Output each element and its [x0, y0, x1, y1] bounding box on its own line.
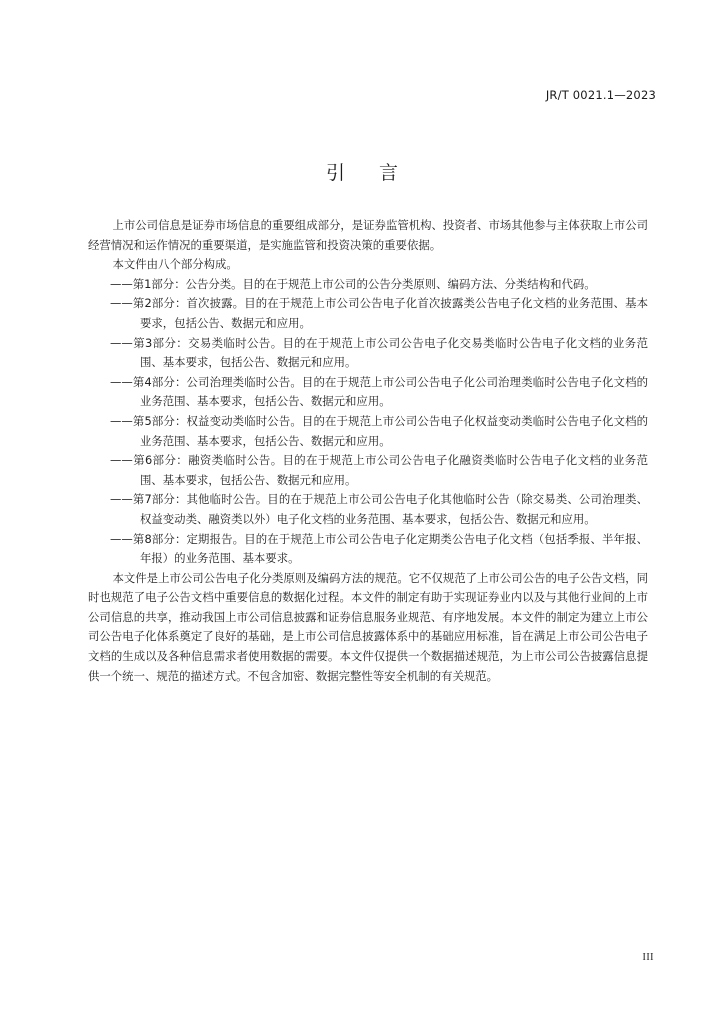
- parts-intro: 本文件由八个部分构成。: [112, 257, 238, 272]
- document-code: JR/T 0021.1—2023: [545, 88, 656, 102]
- page-number: III: [642, 952, 654, 963]
- document-body: [88, 216, 648, 686]
- part-item: ——第3部分：交易类临时公告。目的在于规范上市公司公告电子化交易类临时公告电子化文档的业务范围、基本要求，包括公告、数据元和应用。: [110, 335, 648, 370]
- part-item: ——第5部分：权益变动类临时公告。目的在于规范上市公司公告电子化权益变动类临时公告电子化文档的业务范围、基本要求，包括公告、数据元和应用。: [110, 413, 648, 448]
- part-item: ——第2部分：首次披露。目的在于规范上市公司公告电子化首次披露类公告电子化文档的业务范围、基本要求，包括公告、数据元和应用。: [110, 296, 648, 330]
- part-item: ——第1部分：公告分类。目的在于规范上市公司的公告分类原则、编码方法、分类结构和代码。: [110, 276, 596, 291]
- part-item: ——第4部分：公司治理类临时公告。目的在于规范上市公司公告电子化公司治理类临时公告电子化文档的业务范围、基本要求，包括公告、数据元和应用。: [110, 374, 648, 409]
- part-item: ——第8部分：定期报告。目的在于规范上市公司公告电子化定期类公告电子化文档（包括季报、半年报、年报）的业务范围、基本要求。: [110, 531, 648, 566]
- closing-paragraph: 本文件是上市公司公告电子化分类原则及编码方法的规范。它不仅规范了上市公司公告的电子公告文档，同时也规范了电子公告文档中重要信息的数据化过程。本文件的制定有助于实现证券业内以及与其他行业间的上市公司信息的共享，推动我国上市公司信息披露和证券信息服务业规范、有序地发展。本文件的制定为建立上市公司公告电子化体系奠定了良好的基础，是上市公司信息披露体系中的基础应用标准，旨在满足上市公司公告电子文档的生成以及各种信息需求者使用数据的需要。本文件仅提供一个数据描述规范，为上市公司公告披露信息提供一个统一、规范的描述方式。不包含加密、数据完整性等安全机制的有关规范。: [88, 570, 648, 683]
- parts-list: [88, 275, 648, 569]
- part-item: ——第7部分：其他临时公告。目的在于规范上市公司公告电子化其他临时公告（除交易类、公司治理类、权益变动类、融资类以外）电子化文档的业务范围、基本要求，包括公告、数据元和应用。: [110, 492, 648, 526]
- part-item: ——第6部分：融资类临时公告。目的在于规范上市公司公告电子化融资类临时公告电子化文档的业务范围、基本要求，包括公告、数据元和应用。: [110, 453, 648, 487]
- intro-paragraph: 上市公司信息是证券市场信息的重要组成部分，是证券监管机构、投资者、市场其他参与主体获取上市公司经营情况和运作情况的重要渠道，是实施监管和投资决策的重要依据。: [88, 218, 648, 252]
- page-title: 引言: [325, 162, 432, 184]
